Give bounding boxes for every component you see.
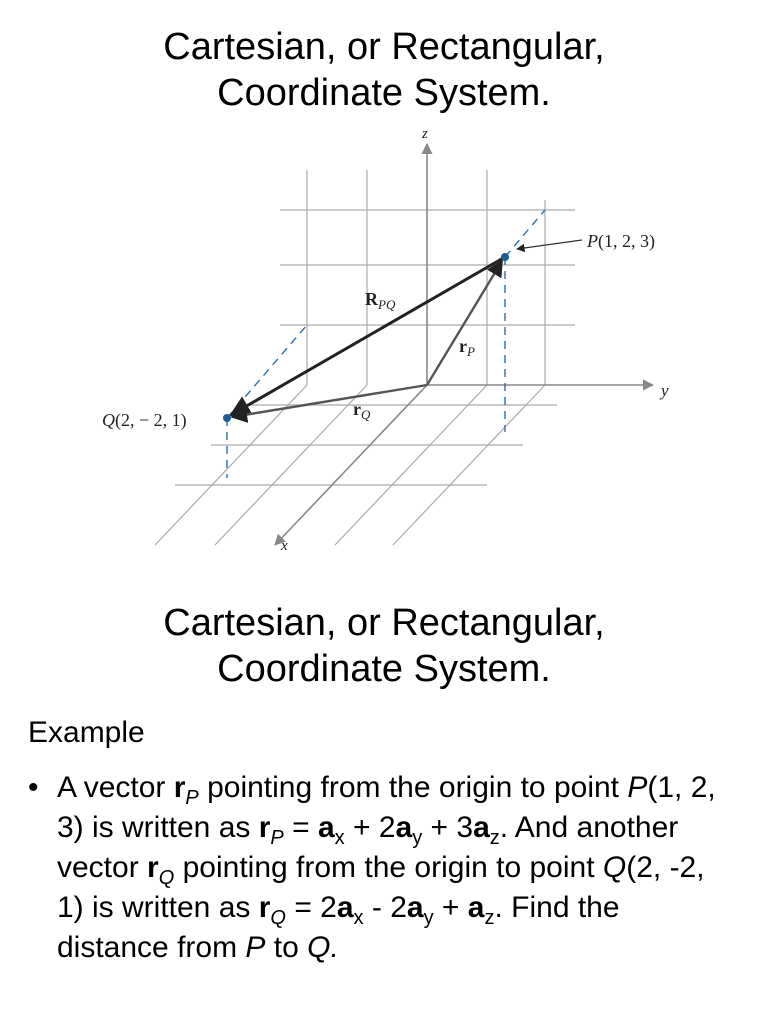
projection-lines bbox=[227, 210, 545, 478]
bullet-dot: • bbox=[28, 771, 39, 804]
page-title bbox=[0, 24, 768, 116]
section-title-line-2: Coordinate System. bbox=[217, 648, 551, 690]
point-q-label: Q(2, − 2, 1) bbox=[102, 410, 187, 430]
point-p-label: P(1, 2, 3) bbox=[587, 231, 655, 251]
point-p-marker bbox=[501, 253, 509, 261]
x-axis-label: x bbox=[281, 538, 288, 554]
example-text: A vector $r_P$ pointing from the origin to point P(1, 2, 3) is written as $r_P = a_x + 2a_y + 3a_z$. And another vector $r_Q$ pointing from the origin to point Q(2, -2, 1) is written as $r_Q = 2a_x - 2a_y + a_z$. Find the distance from P to Q. bbox=[57, 771, 716, 964]
back-grid-vertical bbox=[307, 170, 545, 385]
x-axis bbox=[275, 385, 427, 545]
point-q-marker bbox=[223, 414, 231, 422]
vector-rp-label: $r_P$ bbox=[459, 336, 475, 359]
title-line-2: Coordinate System. bbox=[217, 72, 551, 114]
point-p-leader bbox=[517, 240, 582, 249]
title-line-1: Cartesian, or Rectangular, bbox=[163, 26, 605, 68]
vector-rq-arrow bbox=[232, 385, 427, 417]
y-axis-label: y bbox=[661, 381, 669, 400]
section-title-line-1: Cartesian, or Rectangular, bbox=[163, 602, 605, 644]
example-heading: Example bbox=[28, 716, 145, 749]
vector-rpq-label: $R_{PQ}$ bbox=[365, 289, 396, 312]
coordinate-system-diagram bbox=[95, 120, 685, 565]
vector-rq-label: $r_Q$ bbox=[353, 399, 371, 422]
example-bullet bbox=[28, 768, 728, 968]
z-axis-label: z bbox=[422, 126, 428, 142]
section-title bbox=[0, 600, 768, 692]
